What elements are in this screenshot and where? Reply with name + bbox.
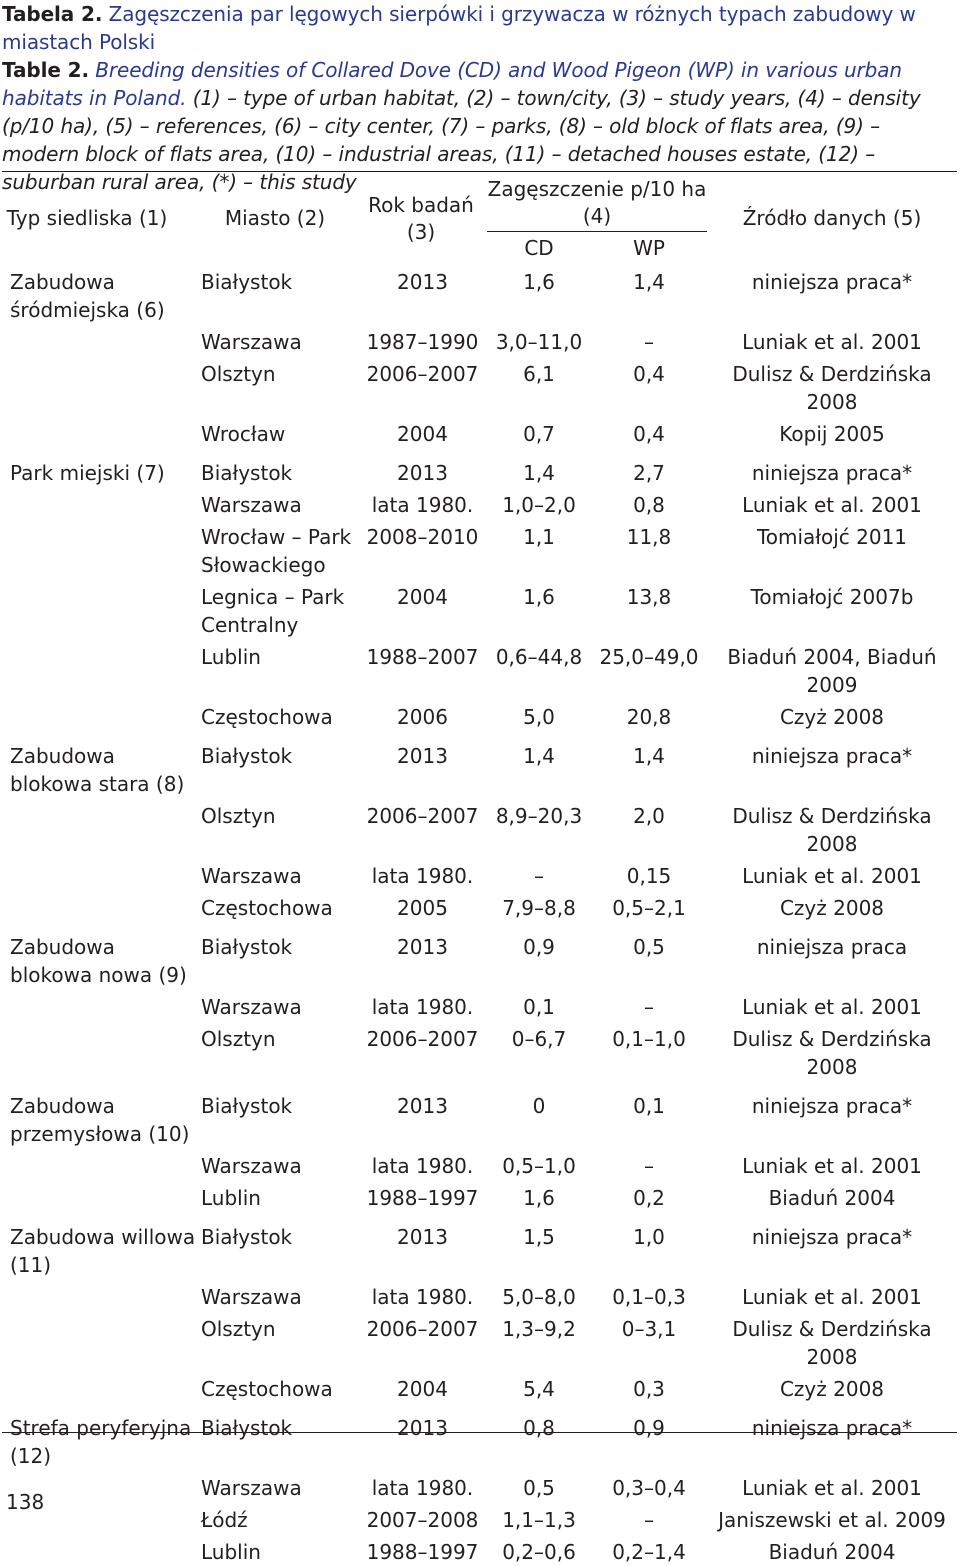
caption-polish-label: Tabela 2. (2, 2, 103, 26)
cell-wp: 0,3 (633, 1377, 665, 1401)
cell-years: lata 1980. (371, 1476, 474, 1500)
cell-years: lata 1980. (371, 493, 474, 517)
cell-cd: 0 (532, 1094, 546, 1118)
cell-years: 2013 (397, 461, 448, 485)
cell-cd: 1,6 (523, 270, 555, 294)
cell-source: Dulisz & Derdzińska 2008 (732, 804, 932, 856)
cell-wp: – (644, 330, 654, 354)
density-table (2, 268, 957, 1566)
cell-source: niniejsza praca* (751, 744, 913, 768)
cell-habitat (2, 639, 201, 699)
cell-cd: 5,0 (523, 705, 555, 729)
cell-city: Warszawa (201, 1476, 302, 1500)
cell-source: Dulisz & Derdzińska 2008 (732, 362, 932, 414)
cell-wp: 1,4 (633, 744, 665, 768)
cell-source: Czyż 2008 (779, 1377, 885, 1401)
table-row (2, 1470, 957, 1502)
cell-habitat (2, 989, 201, 1021)
cell-years: 2006–2007 (366, 804, 479, 828)
cell-source: niniejsza praca* (751, 1094, 913, 1118)
table-row (2, 1311, 957, 1371)
cell-years: 2005 (397, 896, 448, 920)
cell-wp: 2,7 (633, 461, 665, 485)
cell-habitat (2, 1148, 201, 1180)
cell-years: 2008–2010 (366, 525, 479, 549)
cell-city: Olsztyn (201, 1317, 276, 1341)
cell-years: lata 1980. (371, 1285, 474, 1309)
cell-cd: 1,1–1,3 (502, 1508, 576, 1532)
caption-english (2, 56, 956, 196)
cell-source: Luniak et al. 2001 (742, 1476, 922, 1500)
cell-cd: 5,0–8,0 (502, 1285, 576, 1309)
cell-city: Lublin (201, 1186, 261, 1210)
cell-city: Białystok (201, 744, 293, 768)
cell-wp: 1,0 (633, 1225, 665, 1249)
cell-source: niniejsza praca* (751, 1225, 913, 1249)
cell-source: Dulisz & Derdzińska 2008 (732, 1317, 932, 1369)
table-bottom-rule (2, 1432, 957, 1433)
caption-english-title: Breeding densities of Collared Dove (CD) and Wood Pigeon (WP) in various urban habitats in Poland. (2, 58, 903, 110)
cell-years: lata 1980. (371, 1154, 474, 1178)
table-row (2, 1279, 957, 1311)
cell-habitat (2, 798, 201, 858)
cell-cd: 7,9–8,8 (502, 896, 576, 920)
cell-city: Łódź (201, 1508, 248, 1532)
cell-cd: 0,5–1,0 (502, 1154, 576, 1178)
cell-cd: 0,8 (523, 1416, 555, 1440)
cell-cd: 6,1 (523, 362, 555, 386)
cell-habitat: Strefa peryferyjna (12) (10, 1416, 192, 1468)
cell-cd: 1,1 (523, 525, 555, 549)
cell-cd: 0,6–44,8 (495, 645, 583, 669)
cell-years: 2006 (397, 705, 448, 729)
cell-wp: 0,1 (633, 1094, 665, 1118)
cell-wp: 0,4 (633, 362, 665, 386)
table-row (2, 1403, 957, 1470)
table-row (2, 519, 957, 579)
cell-cd: 1,4 (523, 744, 555, 768)
cell-city: Wrocław – Park Słowackiego (201, 525, 352, 577)
table-row (2, 922, 957, 989)
caption-polish (2, 0, 956, 56)
table-row (2, 890, 957, 922)
cell-habitat: Zabudowa przemysłowa (10) (10, 1094, 190, 1146)
header-years: Rok badań (3) (368, 193, 474, 244)
cell-source: Luniak et al. 2001 (742, 995, 922, 1019)
table-row (2, 731, 957, 798)
cell-source: Luniak et al. 2001 (742, 1285, 922, 1309)
cell-city: Olsztyn (201, 362, 276, 386)
cell-city: Częstochowa (201, 705, 333, 729)
cell-cd: 1,6 (523, 1186, 555, 1210)
cell-years: 2006–2007 (366, 362, 479, 386)
cell-wp: 1,4 (633, 270, 665, 294)
cell-source: Luniak et al. 2001 (742, 493, 922, 517)
cell-years: 2013 (397, 1094, 448, 1118)
cell-years: 2007–2008 (366, 1508, 479, 1532)
header-wp: WP (633, 236, 665, 260)
cell-city: Białystok (201, 1416, 293, 1440)
cell-source: Dulisz & Derdzińska 2008 (732, 1027, 932, 1079)
table-top-rule (2, 171, 957, 172)
cell-city: Białystok (201, 1094, 293, 1118)
cell-wp: 0,2 (633, 1186, 665, 1210)
cell-cd: 0,7 (523, 422, 555, 446)
table-row (2, 1502, 957, 1534)
cell-wp: 2,0 (633, 804, 665, 828)
table-row (2, 579, 957, 639)
table-row (2, 1081, 957, 1148)
table-row (2, 1180, 957, 1212)
cell-years: 1988–2007 (366, 645, 479, 669)
cell-city: Lublin (201, 1540, 261, 1564)
cell-cd: 0,1 (523, 995, 555, 1019)
cell-cd: 1,6 (523, 585, 555, 609)
cell-city: Białystok (201, 935, 293, 959)
cell-habitat (2, 1371, 201, 1403)
cell-years: 1987–1990 (366, 330, 479, 354)
cell-years: 2006–2007 (366, 1027, 479, 1051)
cell-wp: 0,5–2,1 (612, 896, 686, 920)
cell-city: Warszawa (201, 1285, 302, 1309)
cell-habitat (2, 1279, 201, 1311)
cell-city: Warszawa (201, 995, 302, 1019)
cell-city: Lublin (201, 645, 261, 669)
table-row (2, 1021, 957, 1081)
header-source: Źródło danych (5) (742, 206, 922, 230)
cell-habitat (2, 890, 201, 922)
cell-city: Częstochowa (201, 1377, 333, 1401)
cell-city: Legnica – Park Centralny (201, 585, 345, 637)
cell-habitat (2, 1311, 201, 1371)
cell-habitat (2, 356, 201, 416)
cell-cd: – (534, 864, 544, 888)
cell-source: Czyż 2008 (779, 896, 885, 920)
cell-wp: 0,3–0,4 (612, 1476, 686, 1500)
cell-habitat (2, 1180, 201, 1212)
density-subheader-rule (487, 231, 707, 232)
table-row (2, 798, 957, 858)
cell-years: 2004 (397, 422, 448, 446)
table-row (2, 324, 957, 356)
cell-years: 2013 (397, 935, 448, 959)
cell-wp: 0,4 (633, 422, 665, 446)
cell-wp: 0,1–0,3 (612, 1285, 686, 1309)
cell-years: 2013 (397, 1416, 448, 1440)
cell-city: Warszawa (201, 864, 302, 888)
cell-habitat (2, 519, 201, 579)
cell-wp: 11,8 (626, 525, 672, 549)
cell-years: lata 1980. (371, 995, 474, 1019)
cell-years: 2006–2007 (366, 1317, 479, 1341)
cell-source: Biaduń 2004, Biaduń 2009 (727, 645, 937, 697)
cell-wp: 0,15 (626, 864, 672, 888)
caption-english-label: Table 2. (2, 58, 89, 82)
cell-source: Biaduń 2004 (768, 1186, 896, 1210)
caption-english-legend: (1) – type of urban habitat, (2) – town/city, (3) – study years, (4) – density (p/10 ha), (5) – references, (6) – city center, (7) – parks, (8) – old block of flats area, (9) – modern block of flats area, (10) – industrial areas, (11) – detached houses estate, (12) – suburban rural area, (*) – this study (2, 86, 921, 194)
cell-source: Kopij 2005 (779, 422, 885, 446)
table-row (2, 858, 957, 890)
cell-source: niniejsza praca* (751, 270, 913, 294)
table-row (2, 356, 957, 416)
cell-cd: 0,5 (523, 1476, 555, 1500)
cell-years: lata 1980. (371, 864, 474, 888)
table-row (2, 1148, 957, 1180)
page-number: 138 (6, 1490, 45, 1514)
table-row (2, 268, 957, 324)
cell-source: Tomiałojć 2007b (750, 585, 914, 609)
cell-city: Wrocław (201, 422, 286, 446)
cell-cd: 0–6,7 (511, 1027, 567, 1051)
cell-habitat: Zabudowa willowa (11) (10, 1225, 196, 1277)
cell-habitat (2, 416, 201, 448)
cell-years: 1988–1997 (366, 1186, 479, 1210)
cell-city: Białystok (201, 270, 293, 294)
cell-habitat (2, 1534, 201, 1566)
cell-city: Białystok (201, 461, 293, 485)
cell-years: 1988–1997 (366, 1540, 479, 1564)
cell-source: niniejsza praca* (751, 1416, 913, 1440)
cell-wp: – (644, 1154, 654, 1178)
cell-habitat: Zabudowa blokowa nowa (9) (10, 935, 187, 987)
table-row (2, 639, 957, 699)
cell-habitat (2, 324, 201, 356)
cell-city: Warszawa (201, 330, 302, 354)
cell-source: niniejsza praca* (751, 461, 913, 485)
cell-cd: 0,9 (523, 935, 555, 959)
cell-habitat (2, 579, 201, 639)
cell-wp: 0,5 (633, 935, 665, 959)
cell-wp: – (644, 1508, 654, 1532)
cell-city: Białystok (201, 1225, 293, 1249)
cell-wp: 25,0–49,0 (599, 645, 699, 669)
cell-source: niniejsza praca (756, 935, 908, 959)
cell-habitat: Zabudowa blokowa stara (8) (10, 744, 185, 796)
table-row (2, 699, 957, 731)
cell-source: Janiszewski et al. 2009 (718, 1508, 946, 1532)
cell-cd: 8,9–20,3 (495, 804, 583, 828)
table-row (2, 1212, 957, 1279)
table-row (2, 448, 957, 487)
cell-source: Luniak et al. 2001 (742, 864, 922, 888)
table-row (2, 1371, 957, 1403)
cell-wp: 20,8 (626, 705, 672, 729)
cell-wp: – (644, 995, 654, 1019)
cell-source: Luniak et al. 2001 (742, 330, 922, 354)
table-row (2, 487, 957, 519)
cell-wp: 0,8 (633, 493, 665, 517)
cell-cd: 1,0–2,0 (502, 493, 576, 517)
cell-habitat (2, 1021, 201, 1081)
cell-wp: 0–3,1 (621, 1317, 677, 1341)
cell-city: Olsztyn (201, 1027, 276, 1051)
cell-cd: 0,2–0,6 (502, 1540, 576, 1564)
header-cd: CD (524, 236, 554, 260)
cell-cd: 1,5 (523, 1225, 555, 1249)
table-row (2, 1534, 957, 1566)
cell-cd: 1,3–9,2 (502, 1317, 576, 1341)
cell-habitat (2, 858, 201, 890)
table-caption (2, 0, 956, 196)
cell-wp: 0,2–1,4 (612, 1540, 686, 1564)
cell-city: Częstochowa (201, 896, 333, 920)
cell-city: Warszawa (201, 493, 302, 517)
cell-source: Czyż 2008 (779, 705, 885, 729)
cell-source: Biaduń 2004 (768, 1540, 896, 1564)
cell-wp: 13,8 (626, 585, 672, 609)
cell-cd: 3,0–11,0 (495, 330, 583, 354)
caption-polish-text: Zagęszczenia par lęgowych sierpówki i grzywacza w różnych typach zabudowy w miastach Polski (2, 2, 916, 54)
cell-source: Tomiałojć 2011 (756, 525, 908, 549)
cell-city: Warszawa (201, 1154, 302, 1178)
cell-years: 2013 (397, 744, 448, 768)
table-row (2, 416, 957, 448)
cell-wp: 0,9 (633, 1416, 665, 1440)
cell-habitat: Park miejski (7) (10, 461, 165, 485)
cell-years: 2013 (397, 1225, 448, 1249)
cell-source: Luniak et al. 2001 (742, 1154, 922, 1178)
header-habitat: Typ siedliska (1) (6, 206, 168, 230)
cell-years: 2004 (397, 1377, 448, 1401)
table-body (2, 268, 957, 1566)
cell-wp: 0,1–1,0 (612, 1027, 686, 1051)
cell-city: Olsztyn (201, 804, 276, 828)
table-row (2, 989, 957, 1021)
cell-years: 2013 (397, 270, 448, 294)
header-density: Zagęszczenie p/10 ha (4) (487, 177, 707, 228)
cell-habitat (2, 699, 201, 731)
cell-cd: 1,4 (523, 461, 555, 485)
cell-years: 2004 (397, 585, 448, 609)
cell-cd: 5,4 (523, 1377, 555, 1401)
header-city: Miasto (2) (224, 206, 326, 230)
cell-habitat: Zabudowa śródmiejska (6) (10, 270, 165, 322)
cell-habitat (2, 487, 201, 519)
